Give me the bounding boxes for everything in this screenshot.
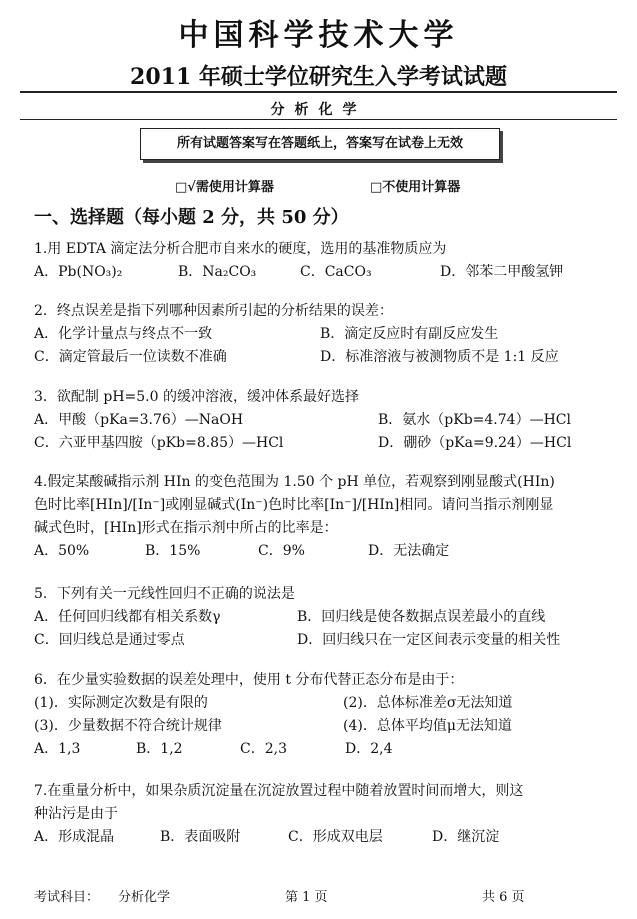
q6-option-c: C．2,3 bbox=[240, 741, 287, 757]
footer-subject: 分析化学 bbox=[118, 890, 171, 905]
header-divider-bottom bbox=[20, 119, 617, 120]
q2-stem: 2．终点误差是指下列哪种因素所引起的分析结果的误差： bbox=[34, 303, 393, 319]
q3-option-b: B．氨水（pKb=4.74）—HCl bbox=[378, 412, 571, 428]
q3-option-a: A．甲酸（pKa=3.76）—NaOH bbox=[34, 412, 244, 428]
q6-statement-1: (1)．实际测定次数是有限的 bbox=[34, 695, 208, 711]
q5-option-c: C．回归线总是通过零点 bbox=[34, 632, 185, 648]
section-title: 一、选择题（每小题 2 分，共 50 分） bbox=[34, 207, 349, 228]
q7-option-b: B．表面吸附 bbox=[160, 829, 241, 845]
q6-option-a: A．1,3 bbox=[34, 741, 81, 757]
q1-option-c: C．CaCO₃ bbox=[300, 264, 372, 280]
q7-option-c: C．形成双电层 bbox=[288, 829, 383, 845]
q1-stem: 1.用 EDTA 滴定法分析合肥市自来水的硬度，选用的基准物质应为 bbox=[34, 241, 447, 257]
q5-option-d: D．回归线只在一定区间表示变量的相关性 bbox=[297, 632, 561, 648]
calc-not-required-checkbox: □不使用计算器 bbox=[370, 180, 461, 195]
q4-option-a: A．50% bbox=[34, 543, 90, 559]
q4-option-b: B．15% bbox=[145, 543, 201, 559]
q6-statement-4: (4)．总体平均值μ无法知道 bbox=[343, 718, 512, 734]
footer-subject-label: 考试科目： bbox=[34, 890, 100, 905]
q6-stem: 6．在少量实验数据的误差处理中，使用 t 分布代替正态分布是由于： bbox=[34, 672, 464, 688]
q3-stem: 3．欲配制 pH=5.0 的缓冲溶液，缓冲体系最好选择 bbox=[34, 389, 359, 405]
q5-option-b: B．回归线是使各数据点误差最小的直线 bbox=[297, 609, 546, 625]
q6-option-b: B．1,2 bbox=[136, 741, 183, 757]
q1-option-d: D．邻苯二甲酸氢钾 bbox=[440, 264, 564, 280]
q2-option-c: C．滴定管最后一位读数不准确 bbox=[34, 349, 227, 365]
q4-option-c: C．9% bbox=[258, 543, 305, 559]
q2-option-d: D．标准溶液与被测物质不是 1:1 反应 bbox=[320, 349, 559, 365]
header-divider-top bbox=[20, 91, 617, 93]
calc-required-checkbox: □√需使用计算器 bbox=[175, 180, 274, 195]
q6-option-d: D．2,4 bbox=[345, 741, 393, 757]
q4-stem-line2: 色时比率[HIn]/[In⁻]或刚显碱式(In⁻)色时比率[In⁻]/[HIn]相同。请问当指示剂刚显 bbox=[34, 497, 554, 513]
q3-option-c: C．六亚甲基四胺（pKb=8.85）—HCl bbox=[34, 435, 284, 451]
q4-stem-line3: 碱式色时，[HIn]形式在指示剂中所占的比率是： bbox=[34, 520, 338, 536]
q6-statement-2: (2)．总体标准差σ无法知道 bbox=[343, 695, 513, 711]
subject-title: 分析化学 bbox=[270, 102, 367, 118]
q7-option-a: A．形成混晶 bbox=[34, 829, 115, 845]
q3-option-d: D．硼砂（pKa=9.24）—HCl bbox=[378, 435, 572, 451]
q5-stem: 5．下列有关一元线性回归不正确的说法是 bbox=[34, 586, 295, 602]
university-name: 中国科学技术大学 bbox=[178, 18, 459, 53]
q5-option-a: A．任何回归线都有相关系数γ bbox=[34, 609, 221, 625]
q4-stem-line1: 4.假定某酸碱指示剂 HIn 的变色范围为 1.50 个 pH 单位，若观察到刚显酸式(HIn) bbox=[34, 474, 555, 490]
q2-option-a: A．化学计量点与终点不一致 bbox=[34, 326, 213, 342]
q7-stem-line1: 7.在重量分析中，如果杂质沉淀量在沉淀放置过程中随着放置时间而增大，则这 bbox=[34, 783, 524, 799]
q4-option-d: D．无法确定 bbox=[368, 543, 450, 559]
answer-notice-box: 所有试题答案写在答题纸上，答案写在试卷上无效 bbox=[140, 128, 500, 160]
q7-option-d: D．继沉淀 bbox=[432, 829, 500, 845]
q1-option-a: A．Pb(NO₃)₂ bbox=[34, 264, 123, 280]
q2-option-b: B．滴定反应时有副反应发生 bbox=[320, 326, 499, 342]
footer-page-number: 第 1 页 bbox=[285, 890, 328, 905]
q7-stem-line2: 种沾污是由于 bbox=[34, 806, 118, 822]
q1-option-b: B．Na₂CO₃ bbox=[178, 264, 257, 280]
exam-title: 2011 年硕士学位研究生入学考试试题 bbox=[130, 64, 507, 90]
footer-total-pages: 共 6 页 bbox=[482, 890, 525, 905]
q6-statement-3: (3)．少量数据不符合统计规律 bbox=[34, 718, 222, 734]
